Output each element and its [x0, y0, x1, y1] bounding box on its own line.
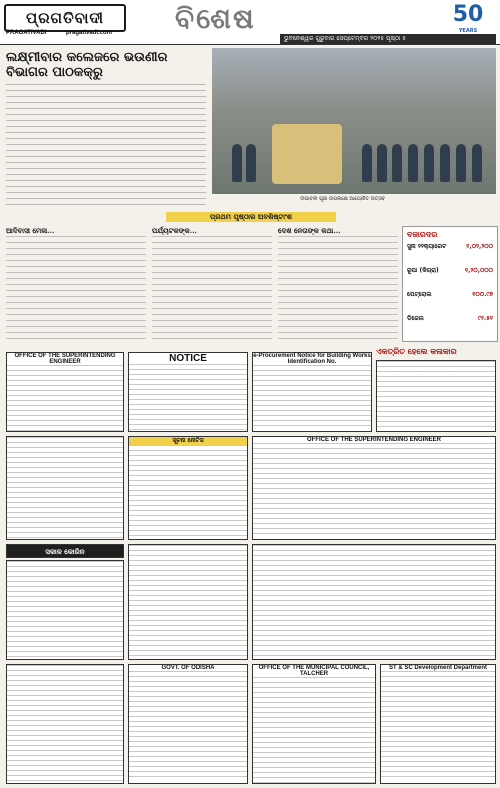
person-figure [246, 144, 256, 182]
notice-title: OFFICE OF THE SUPERINTENDING ENGINEER [14, 353, 116, 365]
col3-body [278, 236, 398, 340]
right-heading: ଏକତ୍ରିତ ହେଲେ କଳାକାର [376, 346, 457, 356]
logo-subtitle: PRAGATIVADI [6, 30, 47, 36]
person-figure [362, 144, 372, 182]
notice-box [376, 360, 496, 432]
market-row: ସୁନା ୨୨କ୍ୟାରେଟ ୧,୦୨,୨୦୦ [407, 243, 493, 250]
lead-photo [212, 48, 496, 194]
notice-black-title: ସକାଳ କୋରିନ [7, 545, 123, 558]
notice-title: ST & SC Development Department [388, 665, 488, 671]
altar-shape [272, 124, 342, 184]
dateline: ଭୁବନେଶ୍ୱର ଗୁରୁବାର ସେପ୍ଟେମ୍ବର ୨୦୨୫ ପୃଷ୍ଠା ୫ [280, 34, 496, 44]
notice-title: OFFICE OF THE MUNICIPAL COUNCIL, TALCHER [258, 665, 370, 677]
col3-heading: ଦେଶ ନେତାଙ୍କ କଥା... [278, 226, 341, 235]
person-figure [392, 144, 402, 182]
anniversary-badge [440, 2, 496, 34]
notice-title: GOVT. OF ODISHA [161, 665, 215, 671]
col2-body [152, 236, 272, 340]
notice-box [6, 352, 124, 432]
notice-box [128, 664, 248, 784]
market-row: ଡିଜେଲ ୯୨.୫୧ [407, 315, 493, 322]
notice-box [6, 560, 124, 660]
website-url: pragativadi.com [66, 30, 113, 36]
notice-box [6, 544, 124, 558]
person-figure [424, 144, 434, 182]
market-rates-box [402, 226, 498, 342]
col1-body [6, 236, 146, 340]
person-figure [440, 144, 450, 182]
person-figure [472, 144, 482, 182]
continuation-strip [6, 212, 496, 222]
person-figure [456, 144, 466, 182]
continuation-title: ପ୍ରଥମ ପୃଷ୍ଠାର ଅବଶିଷ୍ଟାଂଶ [166, 212, 336, 222]
notice-box [252, 436, 496, 540]
market-row: ରୂପା (କିଗ୍ରା) ୧,୨୦,୦୦୦ [407, 267, 493, 274]
notice-box [6, 664, 124, 784]
notice-title: e-Procurement Notice for Building Works Identification No. [253, 353, 371, 365]
notice-box [252, 664, 376, 784]
col1-heading: ଆଦିବାସୀ ମେଳା... [6, 226, 55, 235]
person-figure [377, 144, 387, 182]
market-row: ପେଟ୍ରୋଲ ୧୦୦.୯୭ [407, 291, 493, 298]
photo-caption: ଦୀପାବଳୀ ପୂଜା ଉପଲକ୍ଷେ ଆୟୋଜିତ ଉତ୍ସବ [300, 196, 386, 202]
notice-title: NOTICE [169, 353, 207, 364]
market-title: ବଜାରଦର [407, 229, 438, 239]
anniversary-number: 50 [452, 2, 484, 27]
notice-box [6, 436, 124, 540]
lead-headline: ଲକ୍ଷ୍ମୀବାର କଲେଜରେ ଭଉଣୀର ବିଭାଗର ପାଠକକ୍ରୁ [6, 50, 168, 80]
notice-box [380, 664, 496, 784]
notice-title: OFFICE OF THE SUPERINTENDING ENGINEER [306, 437, 441, 443]
masthead [0, 0, 500, 45]
person-figure [408, 144, 418, 182]
col2-heading: ପର୍ଯ୍ୟଟକଙ୍କ... [152, 226, 197, 235]
lead-body [6, 84, 206, 206]
newspaper-logo: ପ୍ରଗତିବାଦୀ [4, 4, 126, 32]
section-title: ବିଶେଷ [175, 2, 256, 35]
notice-box [128, 544, 248, 660]
notice-box [252, 352, 372, 432]
notice-box [128, 436, 248, 540]
notice-box [128, 352, 248, 432]
notice-yellow-title: ସୂଚନା ନୋଟିସ [129, 437, 247, 445]
notice-box [252, 544, 496, 660]
anniversary-sub: YEARS [458, 28, 478, 34]
person-figure [232, 144, 242, 182]
